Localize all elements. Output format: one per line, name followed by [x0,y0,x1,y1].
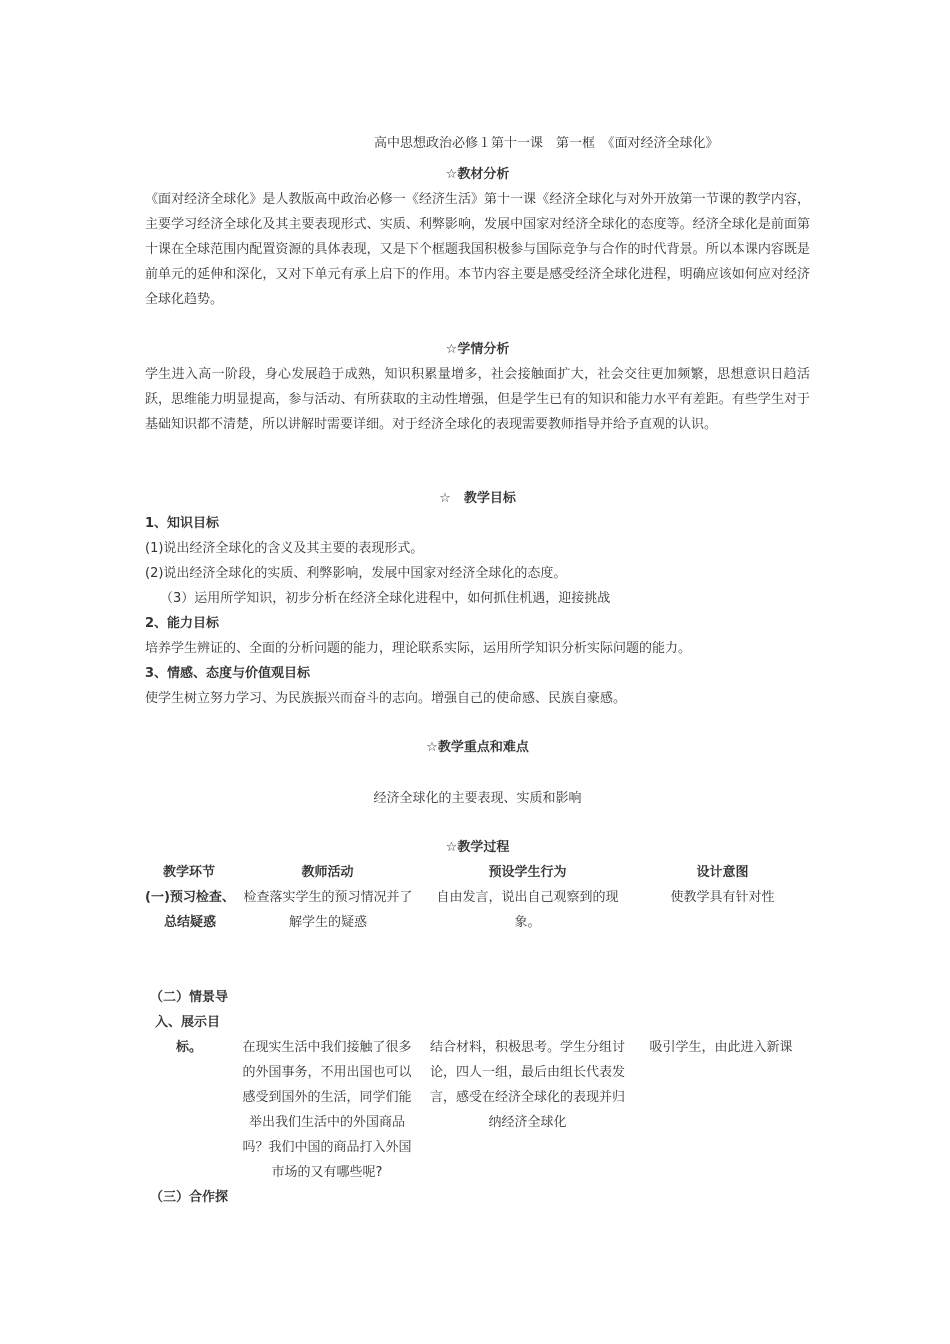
header-teacher-activity: 教师活动 [301,865,354,880]
row2-student: 结合材料，积极思考。学生分组讨论，四人一组，最后由组长代表发言，感受在经济全球化的表现并归纳经济全球化 [429,1040,625,1130]
row2-stage-line3: 标。 [176,1040,203,1055]
teaching-process-heading: ☆教学过程 [445,840,510,855]
header-stage: 教学环节 [162,865,215,880]
row3-stage-line1: （三）合作探 [150,1190,229,1205]
ability-goal-title: 2、能力目标 [145,616,220,631]
document-title: 高中思想政治必修１第十一课 第一框 《面对经济全球化》 [374,136,719,151]
row2-intent: 吸引学生，由此进入新课 [649,1040,793,1055]
knowledge-goal-2: (2)说出经济全球化的实质、利弊影响，发展中国家对经济全球化的态度。 [145,566,567,581]
row2-stage-line2: 入、展示目 [155,1015,221,1030]
row2-stage-line1: （二）情景导 [150,990,229,1005]
material-analysis-text: 《面对经济全球化》是人教版高中政治必修一《经济生活》第十一课《经济全球化与对外开放第一节课的教学内容，主要学习经济全球化及其主要表现形式、实质、利弊影响，发展中国家对经济全球化的态度等。经济全球化是前面第十课在全球范围内配置资源的具体表现，又是下个框题我国积极参与国际竞争与合作的时代背景。所以本课内容既是前单元的延伸和深化，又对下单元有承上启下的作用。本节内容主要是感受经济全球化进程，明确应该如何应对经济全球化趋势。 [145,192,810,307]
header-student-behavior: 预设学生行为 [488,865,567,880]
key-points-heading: ☆教学重点和难点 [426,740,529,755]
ability-goal-text: 培养学生辨证的、全面的分析问题的能力，理论联系实际，运用所学知识分析实际问题的能力。 [145,641,692,656]
row1-student: 自由发言，说出自己观察到的现象。 [436,890,619,930]
row1-intent: 使教学具有针对性 [670,890,775,905]
key-points-text: 经济全球化的主要表现、实质和影响 [373,791,582,806]
material-analysis-heading: ☆教材分析 [445,167,510,182]
student-analysis-text: 学生进入高一阶段，身心发展趋于成熟，知识积累量增多，社会接触面扩大，社会交往更加频繁，思想意识日趋活跃，思维能力明显提高，参与活动、有所获取的主动性增强，但是学生已有的知识和能力水平有差距。有些学生对于基础知识都不清楚，所以讲解时需要详细。对于经济全球化的表现需要教师指导并给予直观的认识。 [145,367,810,432]
knowledge-goal-title: 1、知识目标 [145,516,220,531]
emotion-goal-title: 3、情感、态度与价值观目标 [145,666,311,681]
student-analysis-heading: ☆学情分析 [445,342,510,357]
emotion-goal-text: 使学生树立努力学习、为民族振兴而奋斗的志向。增强自己的使命感、民族自豪感。 [145,691,627,706]
row1-teacher: 检查落实学生的预习情况并了解学生的疑惑 [243,890,413,930]
knowledge-goal-3: （3）运用所学知识，初步分析在经济全球化进程中，如何抓住机遇，迎接挑战 [160,591,611,606]
knowledge-goal-1: (1)说出经济全球化的含义及其主要的表现形式。 [145,541,424,556]
header-design-intent: 设计意图 [696,865,749,880]
row2-teacher: 在现实生活中我们接触了很多的外国事务，不用出国也可以感受到国外的生活，同学们能举出我们生活中的外国商品吗？我们中国的商品打入外国市场的又有哪些呢? [242,1040,412,1180]
teaching-goals-heading: ☆ 教学目标 [439,491,516,506]
row1-stage: (一)预习检查、总结疑惑 [145,890,235,930]
